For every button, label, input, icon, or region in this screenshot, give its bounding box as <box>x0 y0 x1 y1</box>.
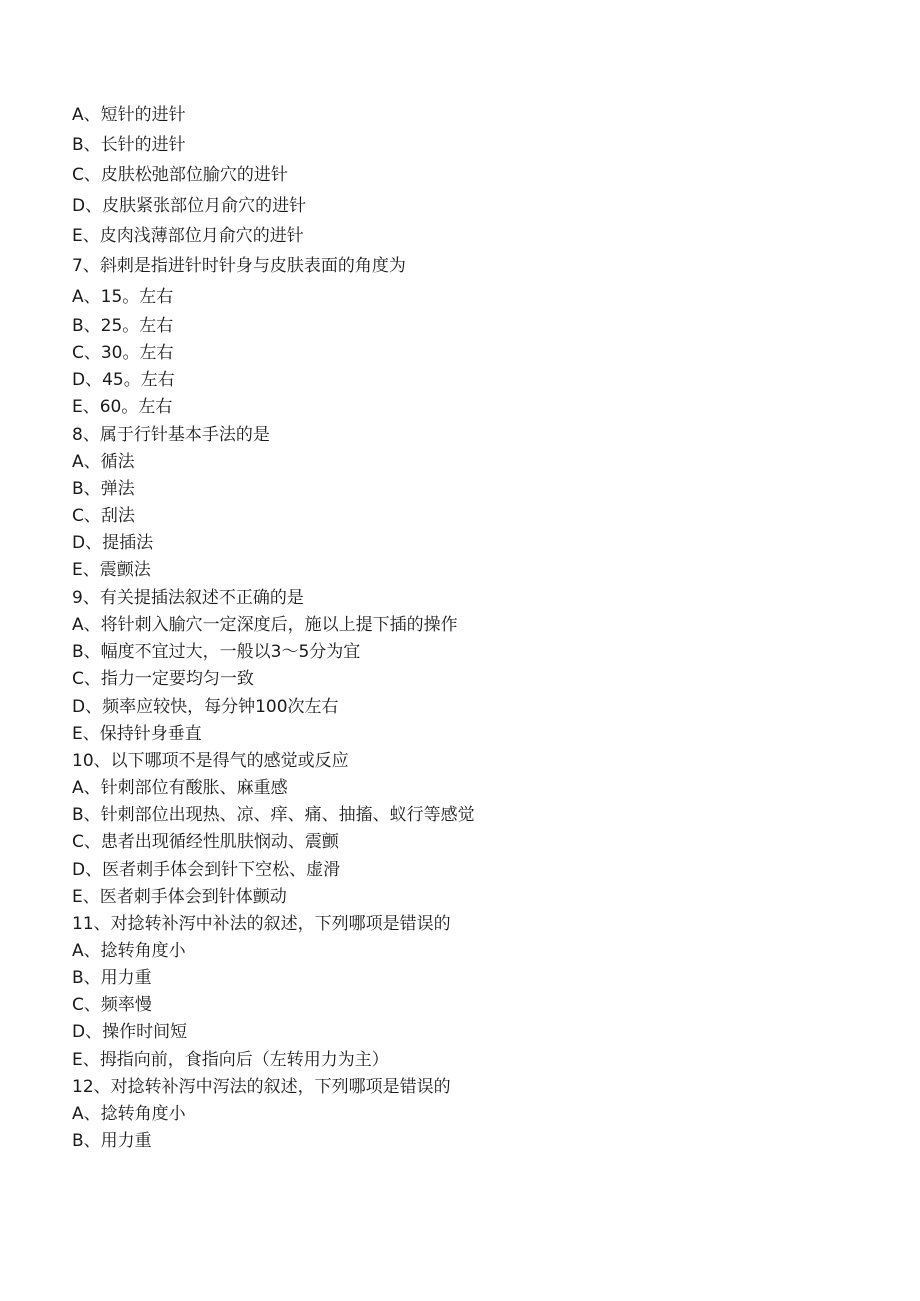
text-line: C、患者出现循经性肌肤悯动、震颤 <box>72 832 339 852</box>
text-line: 8、属于行针基本手法的是 <box>72 425 270 445</box>
text-line: B、用力重 <box>72 968 152 988</box>
text-line: E、震颤法 <box>72 560 151 580</box>
text-line: C、刮法 <box>72 506 135 526</box>
text-line: A、捻转角度小 <box>72 1104 186 1124</box>
text-line: E、拇指向前，食指向后（左转用力为主） <box>72 1050 389 1070</box>
text-line: E、60。左右 <box>72 397 173 417</box>
text-line: 12、对捻转补泻中泻法的叙述，下列哪项是错误的 <box>72 1077 451 1097</box>
text-line: C、指力一定要均匀一致 <box>72 669 254 689</box>
text-line: 11、对捻转补泻中补法的叙述，下列哪项是错误的 <box>72 914 451 934</box>
text-line: D、医者刺手体会到针下空松、虚滑 <box>72 860 341 880</box>
text-line: 10、以下哪项不是得气的感觉或反应 <box>72 751 349 771</box>
text-line: D、45。左右 <box>72 370 175 390</box>
text-line: A、短针的进针 <box>72 105 186 125</box>
text-line: E、皮肉浅薄部位月俞穴的进针 <box>72 226 304 246</box>
text-line: C、频率慢 <box>72 995 152 1015</box>
text-line: B、弹法 <box>72 479 135 499</box>
text-line: D、皮肤紧张部位月俞穴的进针 <box>72 196 307 216</box>
text-line: D、频率应较快，每分钟100次左右 <box>72 697 339 717</box>
text-line: B、25。左右 <box>72 316 174 336</box>
text-line: C、皮肤松弛部位腧穴的进针 <box>72 165 288 185</box>
text-line: B、长针的进针 <box>72 135 186 155</box>
text-line: 9、有关提插法叙述不正确的是 <box>72 588 304 608</box>
text-line: A、针刺部位有酸胀、麻重感 <box>72 778 288 798</box>
text-line: 7、斜刺是指进针时针身与皮肤表面的角度为 <box>72 256 406 276</box>
text-line: D、操作时间短 <box>72 1022 188 1042</box>
text-line: B、用力重 <box>72 1131 152 1151</box>
text-line: A、将针刺入腧穴一定深度后，施以上提下插的操作 <box>72 615 458 635</box>
text-line: A、循法 <box>72 452 135 472</box>
text-line: E、医者刺手体会到针体颤动 <box>72 887 287 907</box>
text-line: D、提插法 <box>72 533 154 553</box>
text-line: B、幅度不宜过大，一般以3～5分为宜 <box>72 642 361 662</box>
text-line: C、30。左右 <box>72 343 174 363</box>
text-line: E、保持针身垂直 <box>72 724 202 744</box>
text-line: B、针刺部位出现热、凉、痒、痛、抽搐、蚁行等感觉 <box>72 805 475 825</box>
text-line: A、捻转角度小 <box>72 941 186 961</box>
text-line: A、15。左右 <box>72 287 174 307</box>
